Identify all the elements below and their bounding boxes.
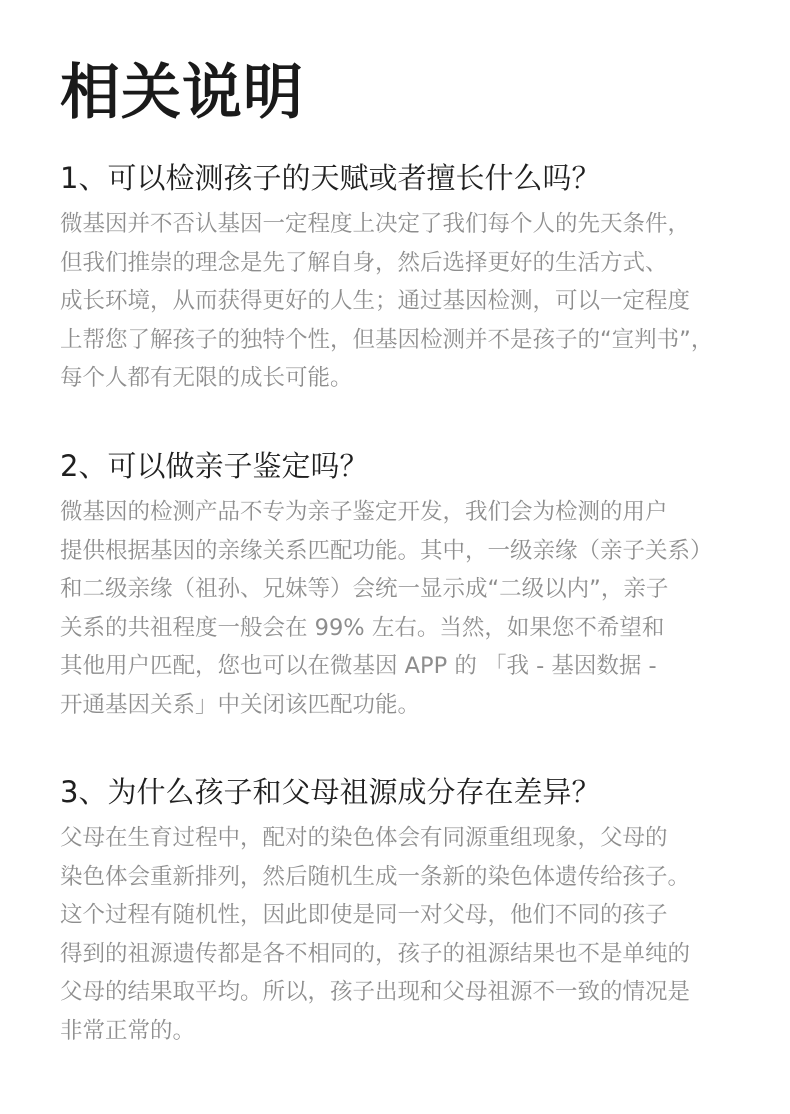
answer-line: 父母的结果取平均。所以，孩子出现和父母祖源不一致的情况是 <box>60 979 691 1005</box>
answer-line: 微基因并不否认基因一定程度上决定了我们每个人的先天条件， <box>60 211 691 237</box>
faq-answer-2 <box>60 493 740 724</box>
answer-line: 染色体会重新排列，然后随机生成一条新的染色体遗传给孩子。 <box>60 863 691 890</box>
answer-line: 但我们推崇的理念是先了解自身，然后选择更好的生活方式、 <box>60 249 668 276</box>
faq-section-3 <box>60 773 740 1050</box>
answer-line: 上帮您了解孩子的独特个性，但基因检测并不是孩子的“宣判书”， <box>60 326 714 353</box>
faq-question-1: 1、可以检测孩子的天赋或者擅长什么吗？ <box>60 161 601 195</box>
answer-line: 这个过程有随机性，因此即使是同一对父母，他们不同的孩子 <box>60 902 668 928</box>
answer-line: 父母在生育过程中，配对的染色体会有同源重组现象，父母的 <box>60 825 668 851</box>
answer-line: 提供根据基因的亲缘关系匹配功能。其中，一级亲缘（亲子关系） <box>60 537 713 564</box>
answer-line: 开通基因关系」中关闭该匹配功能。 <box>60 691 421 718</box>
faq-question-2: 2、可以做亲子鉴定吗？ <box>60 449 369 483</box>
faq-answer-3 <box>60 819 740 1050</box>
faq-question-3: 3、为什么孩子和父母祖源成分存在差异？ <box>60 775 601 809</box>
answer-line: 成长环境，从而获得更好的人生；通过基因检测，可以一定程度 <box>60 288 691 314</box>
answer-line: 其他用户匹配，您也可以在微基因 APP 的 「我 - 基因数据 - <box>60 653 657 679</box>
answer-line: 微基因的检测产品不专为亲子鉴定开发，我们会为检测的用户 <box>60 499 668 525</box>
answer-line: 每个人都有无限的成长可能。 <box>60 365 353 391</box>
answer-line: 关系的共祖程度一般会在 99% 左右。当然，如果您不希望和 <box>60 614 665 641</box>
faq-answer-1 <box>60 205 740 398</box>
answer-line: 得到的祖源遗传都是各不相同的，孩子的祖源结果也不是单纯的 <box>60 940 691 967</box>
answer-line: 非常正常的。 <box>60 1017 196 1044</box>
faq-section-1 <box>60 159 740 398</box>
faq-section-2 <box>60 447 740 724</box>
answer-line: 和二级亲缘（祖孙、兄妹等）会统一显示成“二级以内”，亲子 <box>60 576 669 602</box>
page-title: 相关说明 <box>60 58 304 128</box>
